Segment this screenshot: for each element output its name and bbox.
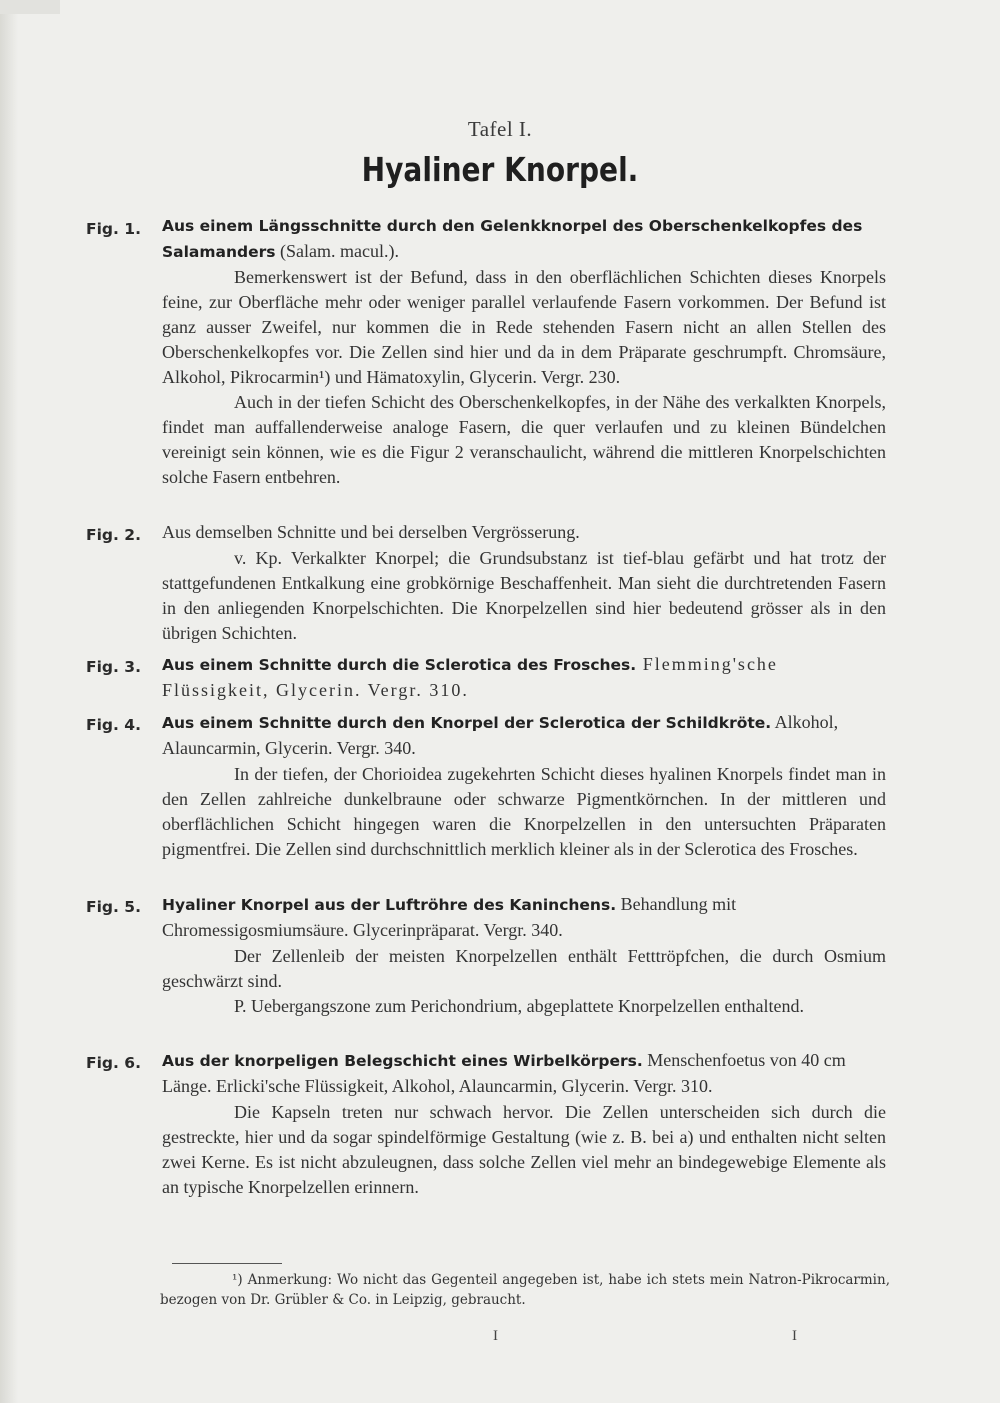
footnote-text: ¹) Anmerkung: Wo nicht das Gegenteil angegeben ist, habe ich stets mein Natron-Pikrocarmin, bezogen von Dr. Grübler & Co. in Leipzig, gebraucht. — [160, 1272, 890, 1308]
paragraph: Die Kapseln treten nur schwach hervor. Die Zellen unterscheiden sich durch die gestreckte, hier und da sogar spindelförmige Gestaltung (wie z. B. bei a) und enthalten nicht selten zwei Kerne. Es ist nicht abzuleugnen, dass solche Zellen viel mehr an bindegewebige Elemente als an typische Knorpelzellen erinnern. — [162, 1102, 886, 1197]
footnote — [160, 1270, 890, 1310]
paragraph: P. Uebergangszone zum Perichondrium, abgeplattete Knorpelzellen enthaltend. — [234, 996, 804, 1016]
paragraph: v. Kp. Verkalkter Knorpel; die Grundsubstanz ist tief-blau gefärbt und hat trotz der stattgefundenen Entkalkung eine grobkörnige Beschaffenheit. Man sieht die durchtretenden Fasern in den anliegenden Knorpelschichten. Die Knorpelzellen sind hier bedeutend grösser als in den übrigen Schichten. — [162, 548, 886, 643]
figure-description — [162, 944, 886, 1019]
figure-heading-continuation: Flemming'sche Flüssigkeit, Glycerin. Vergr. 310. — [162, 654, 778, 700]
paragraph: Auch in der tiefen Schicht des Oberschenkelkopfes, in der Nähe des verkalkten Knorpels, findet man auffallenderweise analoge Fasern, die quer verlaufen und zu kleinen Bündelchen vereinigt sein können, wie es die Figur 2 veranschaulicht, während die mittleren Knorpelschichten solche Fasern entbehren. — [162, 392, 886, 487]
figure-description — [162, 265, 886, 490]
figure-5-entry — [86, 892, 886, 1019]
plate-label: Tafel I. — [467, 117, 533, 141]
page-edge-shadow — [0, 0, 18, 1403]
figure-label: Fig. 3. — [86, 658, 141, 676]
figure-2-entry — [86, 520, 886, 646]
figure-heading-text: Hyaliner Knorpel aus der Luftröhre des Kaninchens. — [162, 896, 617, 914]
paragraph: In der tiefen, der Chorioidea zugekehrten Schicht dieses hyalinen Knorpels findet man in den Zellen zahlreiche dunkelbraune oder schwarze Pigmentkörnchen. In der mittleren und oberflächlichen Schicht hingegen waren die Knorpelzellen in den untersuchten Präparaten pigmentfrei. Die Zellen sind durchschnittlich merklich kleiner als in der Sclerotica des Frosches. — [162, 764, 886, 859]
page-title: Hyaliner Knorpel. — [361, 150, 639, 189]
page-corner-mark — [0, 0, 60, 14]
page-number-left: I — [493, 1328, 498, 1344]
figure-label: Fig. 1. — [86, 220, 141, 238]
figure-heading-continuation: Aus demselben Schnitte und bei derselben Vergrösserung. — [162, 522, 580, 542]
paragraph: Bemerkenswert ist der Befund, dass in den oberflächlichen Schichten dieses Knorpels feine, zur Oberfläche mehr oder weniger parallel verlaufende Fasern vorkommen. Der Befund ist ganz ausser Zweifel, nur kommen die in Rede stehenden Fasern nicht an allen Stellen des Oberschenkelkopfes vor. Die Zellen sind hier und da in dem Präparate geschrumpft. Chromsäure, Alkohol, Pikrocarmin¹) und Hämatoxylin, Glycerin. Vergr. 230. — [162, 267, 886, 387]
figure-heading — [162, 892, 886, 944]
figure-heading-continuation: (Salam. macul.). — [275, 241, 399, 261]
paragraph: Der Zellenleib der meisten Knorpelzellen enthält Fetttröpfchen, die durch Osmium geschwärzt sind. — [162, 946, 886, 991]
figure-heading-text: Aus einem Schnitte durch den Knorpel der Sclerotica der Schildkröte. — [162, 714, 772, 732]
figure-label: Fig. 6. — [86, 1054, 141, 1072]
figure-description — [162, 762, 886, 862]
footnote-rule — [172, 1263, 282, 1264]
figure-heading — [162, 214, 886, 265]
figure-heading — [162, 520, 886, 546]
figure-heading-continuation: Menschenfoetus von 40 cm Länge. Erlicki'sche Flüssigkeit, Alkohol, Alauncarmin, Glycerin. Vergr. 310. — [162, 1050, 846, 1096]
figure-4-entry — [86, 710, 886, 862]
figure-1-entry — [86, 214, 886, 490]
figure-label: Fig. 5. — [86, 898, 141, 916]
page-number-right: I — [792, 1328, 797, 1344]
figure-heading-text: Aus der knorpeligen Belegschicht eines Wirbelkörpers. — [162, 1052, 643, 1070]
figure-heading-text: Aus einem Längsschnitte durch den Gelenkknorpel des Oberschenkelkopfes des Salamanders — [162, 217, 863, 261]
figure-heading-continuation: Alkohol, Alauncarmin, Glycerin. Vergr. 340. — [162, 712, 839, 758]
figure-6-entry — [86, 1048, 886, 1200]
figure-description — [162, 546, 886, 646]
figure-heading-continuation: Behandlung mit Chromessigosmiumsäure. Glycerinpräparat. Vergr. 340. — [162, 894, 737, 940]
figure-heading — [162, 710, 886, 762]
figure-label: Fig. 4. — [86, 716, 141, 734]
figure-description — [162, 1100, 886, 1200]
figure-heading-text: Aus einem Schnitte durch die Sclerotica des Frosches. — [162, 656, 637, 674]
figure-3-entry — [86, 652, 886, 704]
figure-label: Fig. 2. — [86, 526, 141, 544]
figure-heading — [162, 1048, 886, 1100]
figure-heading — [162, 652, 886, 704]
